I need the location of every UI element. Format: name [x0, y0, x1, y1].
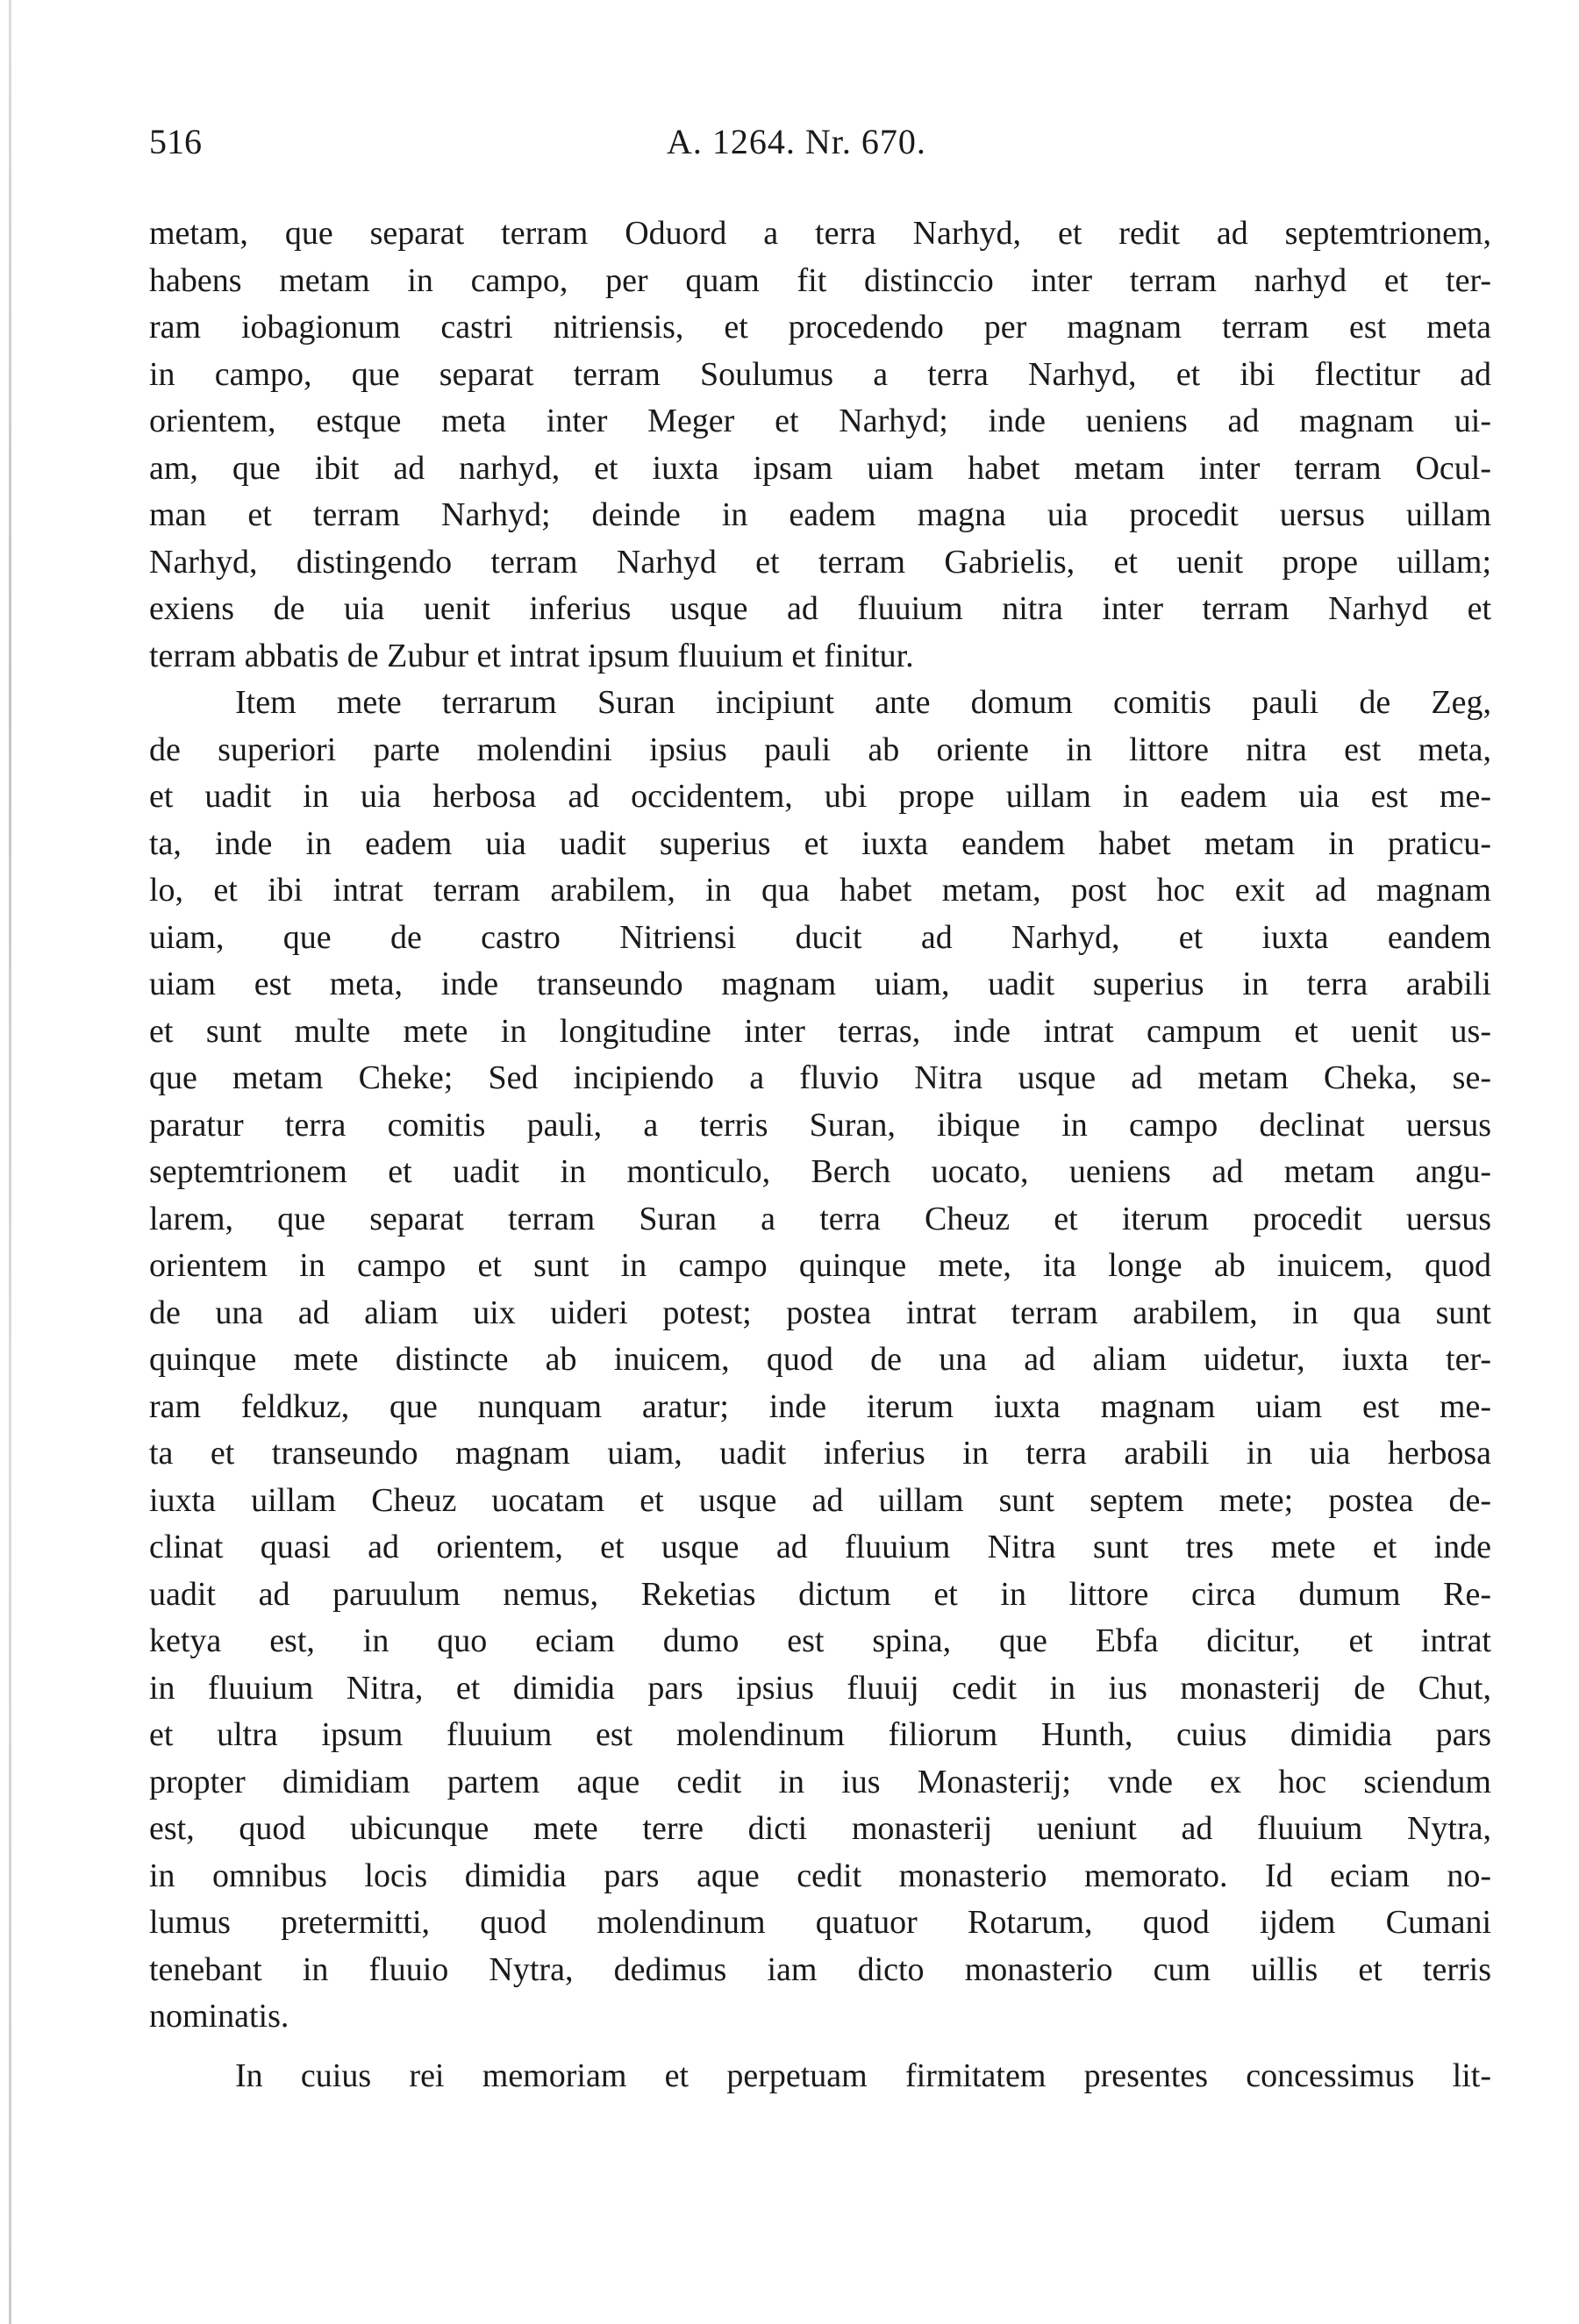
text-line: metam, que separat terram Oduord a terra Narhyd, et redit ad septemtrionem, — [149, 215, 1491, 252]
text-line: uadit ad paruulum nemus, Reketias dictum et in littore circa dumum Re- — [149, 1575, 1491, 1613]
text-line: et sunt multe mete in longitudine inter terras, inde intrat campum et uenit us- — [149, 1012, 1491, 1050]
text-line: paratur terra comitis pauli, a terris Suran, ibique in campo declinat uersus — [149, 1106, 1491, 1144]
text-line: man et terram Narhyd; deinde in eadem magna uia procedit uersus uillam — [149, 496, 1491, 533]
text-line: de superiori parte molendini ipsius pauli ab oriente in littore nitra est meta, — [149, 731, 1491, 768]
text-line: ram iobagionum castri nitriensis, et procedendo per magnam terram est meta — [149, 309, 1491, 346]
page-number: 516 — [149, 122, 202, 161]
text-line: in campo, que separat terram Soulumus a terra Narhyd, et ibi flectitur ad — [149, 355, 1491, 393]
text-line: ta et transeundo magnam uiam, uadit inferius in terra arabili in uia herbosa — [149, 1435, 1491, 1472]
text-line: orientem, estque meta inter Meger et Narhyd; inde ueniens ad magnam ui- — [149, 403, 1491, 439]
text-line: in fluuium Nitra, et dimidia pars ipsius fluuij cedit in ius monasterij de Chut, — [149, 1669, 1491, 1707]
text-line: terram abbatis de Zubur et intrat ipsum fluuium et finitur. — [149, 637, 914, 674]
text-line: exiens de uia uenit inferius usque ad fluuium nitra inter terram Narhyd et — [149, 590, 1491, 627]
text-line: ta, inde in eadem uia uadit superius et iuxta eandem habet metam in praticu- — [149, 824, 1491, 862]
text-line: de una ad aliam uix uideri potest; postea intrat terram arabilem, in qua sunt — [149, 1294, 1491, 1331]
text-line: orientem in campo et sunt in campo quinque mete, ita longe ab inuicem, quod — [149, 1247, 1491, 1284]
text-line: Narhyd, distingendo terram Narhyd et terram Gabrielis, et uenit prope uillam; — [149, 543, 1491, 581]
text-line: ram feldkuz, que nunquam aratur; inde iterum iuxta magnam uiam est me- — [149, 1387, 1491, 1425]
text-line: habens metam in campo, per quam fit distinccio inter terram narhyd et ter- — [149, 261, 1491, 299]
text-line: et ultra ipsum fluuium est molendinum filiorum Hunth, cuius dimidia pars — [149, 1716, 1491, 1753]
text-line: est, quod ubicunque mete terre dicti monasterij ueniunt ad fluuium Nytra, — [149, 1810, 1491, 1847]
text-line: in omnibus locis dimidia pars aque cedit monasterio memorato. Id eciam no- — [149, 1857, 1491, 1894]
text-line: Item mete terrarum Suran incipiunt ante domum comitis pauli de Zeg, — [235, 684, 1491, 721]
text-line: septemtrionem et uadit in monticulo, Berch uocato, ueniens ad metam angu- — [149, 1153, 1491, 1190]
text-line: uiam, que de castro Nitriensi ducit ad Narhyd, et iuxta eandem — [149, 918, 1491, 956]
text-line: In cuius rei memoriam et perpetuam firmitatem presentes concessimus lit- — [235, 2057, 1491, 2094]
text-line: uiam est meta, inde transeundo magnam uiam, uadit superius in terra arabili — [149, 966, 1491, 1002]
text-line: iuxta uillam Cheuz uocatam et usque ad uillam sunt septem mete; postea de- — [149, 1481, 1491, 1519]
document-body — [149, 210, 1491, 2099]
running-head: A. 1264. Nr. 670. — [667, 122, 926, 161]
text-line: que metam Cheke; Sed incipiendo a fluvio Nitra usque ad metam Cheka, se- — [149, 1059, 1491, 1096]
text-line: tenebant in fluuio Nytra, dedimus iam dicto monasterio cum uillis et terris — [149, 1950, 1491, 1988]
text-line: quinque mete distincte ab inuicem, quod de una ad aliam uidetur, iuxta ter- — [149, 1341, 1491, 1378]
page-header — [149, 121, 1491, 174]
text-line: larem, que separat terram Suran a terra Cheuz et iterum procedit uersus — [149, 1200, 1491, 1237]
text-line: lo, et ibi intrat terram arabilem, in qua habet metam, post hoc exit ad magnam — [149, 872, 1491, 909]
text-line: et uadit in uia herbosa ad occidentem, ubi prope uillam in eadem uia est me- — [149, 778, 1491, 815]
text-line: ketya est, in quo eciam dumo est spina, que Ebfa dicitur, et intrat — [149, 1622, 1491, 1659]
text-line: lumus pretermitti, quod molendinum quatuor Rotarum, quod ijdem Cumani — [149, 1904, 1491, 1941]
text-line: propter dimidiam partem aque cedit in ius Monasterij; vnde ex hoc sciendum — [149, 1763, 1491, 1800]
text-line: nominatis. — [149, 1998, 289, 2035]
text-line: clinat quasi ad orientem, et usque ad fluuium Nitra sunt tres mete et inde — [149, 1529, 1491, 1565]
text-line: am, que ibit ad narhyd, et iuxta ipsam uiam habet metam inter terram Ocul- — [149, 449, 1491, 487]
scan-edge-shadow — [9, 0, 11, 2324]
